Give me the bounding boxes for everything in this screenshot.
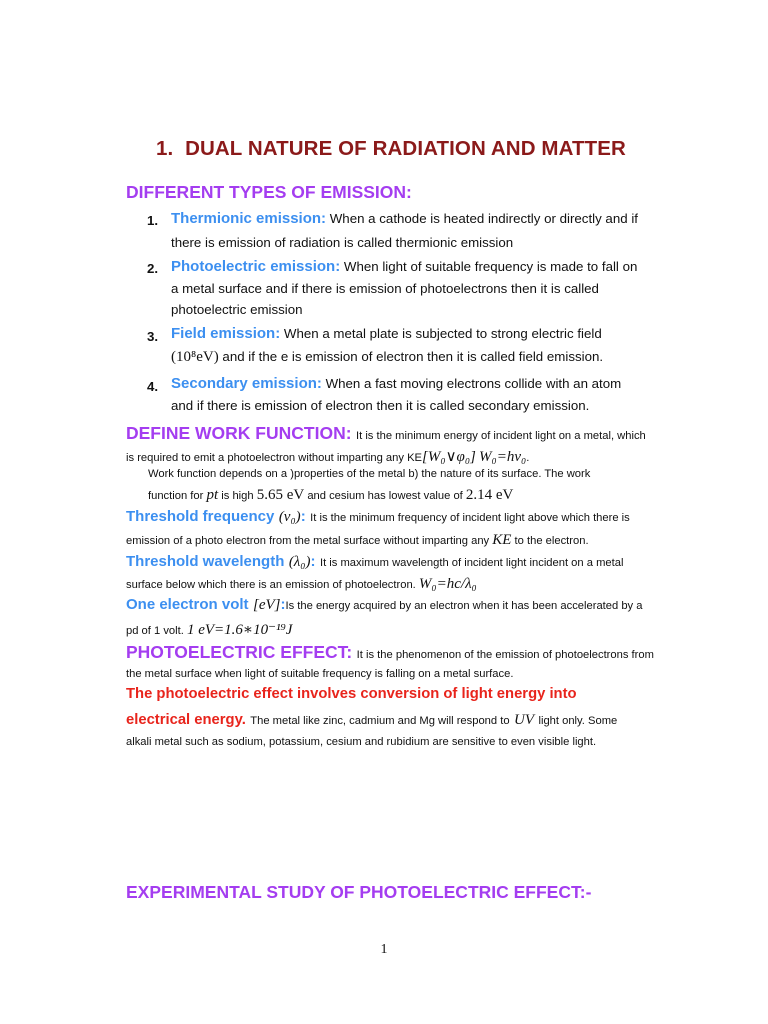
work-function-row-1 [126, 423, 646, 444]
work-function-row-2 [126, 447, 529, 466]
electron-volt-row-2 [126, 620, 292, 639]
work-function-text-4a: function for [148, 490, 204, 502]
electron-volt-colon: : [280, 596, 286, 613]
list-item-thermionic [171, 210, 638, 227]
threshold-frequency-text-1: It is the minimum frequency of incident light above which there is [310, 512, 630, 524]
threshold-frequency-row-1 [126, 508, 630, 526]
photoelectric-effect-row-4 [126, 711, 617, 729]
chapter-title-text: DUAL NATURE OF RADIATION AND MATTER [185, 137, 626, 160]
term-field: Field emission: [171, 325, 281, 342]
list-item-photoelectric [171, 258, 637, 275]
secondary-line-2: and if there is emission of electron then it is called secondary emission. [171, 398, 590, 413]
photoelectric-effect-text-4: alkali metal such as sodium, potassium, cesium and rubidium are sensitive to even visible light. [126, 736, 597, 748]
threshold-wavelength-row-1 [126, 553, 623, 571]
page-number: 1 [380, 942, 388, 957]
term-threshold-wavelength: Threshold wavelength [126, 553, 285, 570]
work-function-value-pt: 5.65 eV [256, 487, 305, 503]
field-formula: (10⁸eV) [171, 349, 219, 365]
photoelectric-effect-heading: PHOTOELECTRIC EFFECT: [126, 642, 353, 662]
photoelectric-line-3: photoelectric emission [171, 302, 303, 317]
term-electron-volt: One electron volt [126, 596, 249, 613]
work-function-text-4c: and cesium has lowest value of [307, 490, 463, 502]
chapter-number: 1. [156, 137, 174, 160]
experimental-heading: EXPERIMENTAL STUDY OF PHOTOELECTRIC EFFECT:- [126, 882, 592, 902]
thermionic-line-1: When a cathode is heated indirectly or directly and if [329, 211, 638, 226]
list-item-secondary [171, 375, 621, 392]
term-thermionic: Thermionic emission: [171, 210, 327, 227]
emission-heading: DIFFERENT TYPES OF EMISSION: [126, 182, 412, 202]
threshold-wavelength-text-1: It is maximum wavelength of incident light incident on a metal [319, 557, 624, 569]
photoelectric-effect-text-1: It is the phenomenon of the emission of photoelectrons from [356, 649, 654, 661]
work-function-text-4b: is high [221, 490, 254, 502]
work-function-row-4 [148, 487, 513, 504]
photoelectric-effect-uv: UV [514, 712, 535, 728]
photoelectric-effect-text-3b: light only. Some [538, 715, 618, 727]
term-secondary: Secondary emission: [171, 375, 322, 392]
photoelectric-effect-row-1 [126, 642, 654, 663]
work-function-text-1: It is the minimum energy of incident light on a metal, which [356, 430, 646, 442]
work-function-formula-1: [W₀∨φ₀] [422, 449, 476, 465]
secondary-line-1: When a fast moving electrons collide with an atom [325, 376, 622, 391]
threshold-wavelength-symbol: (λ₀) [288, 554, 311, 570]
photoelectric-effect-text-2: the metal surface when light of suitable frequency is falling on a metal surface. [126, 668, 514, 680]
photoelectric-line-1: When light of suitable frequency is made to fall on [343, 259, 638, 274]
electron-volt-text-2: pd of 1 volt. [126, 625, 184, 637]
electron-volt-symbol: [eV] [252, 597, 281, 613]
term-photoelectric: Photoelectric emission: [171, 258, 341, 275]
work-function-pt: pt [206, 487, 219, 503]
threshold-wavelength-row-2 [126, 576, 477, 593]
list-number-1: 1. [147, 213, 159, 228]
list-number-3: 3. [147, 329, 159, 344]
threshold-frequency-row-2 [126, 532, 589, 549]
photoelectric-effect-red-line-2: electrical energy. [126, 712, 246, 728]
threshold-wavelength-text-2: surface below which there is an emission of photoelectron. [126, 579, 416, 591]
electron-volt-row-1 [126, 596, 642, 614]
work-function-formula-2: W₀=hν₀ [479, 449, 527, 465]
photoelectric-line-2: a metal surface and if there is emission of photoelectrons then it is called [171, 281, 599, 296]
threshold-wavelength-colon: : [310, 553, 316, 570]
threshold-frequency-ke: KE [492, 532, 512, 548]
electron-volt-formula: 1 eV=1.6∗10⁻¹⁹J [186, 622, 293, 638]
threshold-wavelength-formula: W₀=hc/λ₀ [418, 576, 477, 592]
photoelectric-effect-red-line-1: The photoelectric effect involves conversion of light energy into [126, 686, 577, 702]
work-function-text-3: Work function depends on a )properties of the metal b) the nature of its surface. The work [148, 468, 591, 480]
field-line-2-row [171, 349, 603, 366]
thermionic-line-2: there is emission of radiation is called thermionic emission [171, 235, 514, 250]
chapter-title [156, 137, 626, 161]
list-item-field [171, 325, 602, 342]
work-function-value-cs: 2.14 eV [465, 487, 514, 503]
work-function-formula-end: . [526, 452, 530, 464]
electron-volt-text-1: Is the energy acquired by an electron when it has been accelerated by a [285, 600, 643, 612]
threshold-frequency-colon: : [300, 508, 306, 525]
list-number-4: 4. [147, 379, 159, 394]
field-line-1: When a metal plate is subjected to strong electric field [283, 326, 602, 341]
photoelectric-effect-text-3a: The metal like zinc, cadmium and Mg will respond to [250, 715, 510, 727]
field-line-2: and if the e is emission of electron then it is called field emission. [222, 349, 604, 364]
work-function-text-2: is required to emit a photoelectron without imparting any KE [126, 452, 423, 464]
work-function-heading: DEFINE WORK FUNCTION: [126, 423, 352, 443]
threshold-frequency-text-2a: emission of a photo electron from the metal surface without imparting any [126, 535, 490, 547]
threshold-frequency-text-2b: to the electron. [514, 535, 589, 547]
threshold-frequency-symbol: (ν₀) [278, 509, 301, 525]
term-threshold-frequency: Threshold frequency [126, 508, 275, 525]
list-number-2: 2. [147, 261, 159, 276]
